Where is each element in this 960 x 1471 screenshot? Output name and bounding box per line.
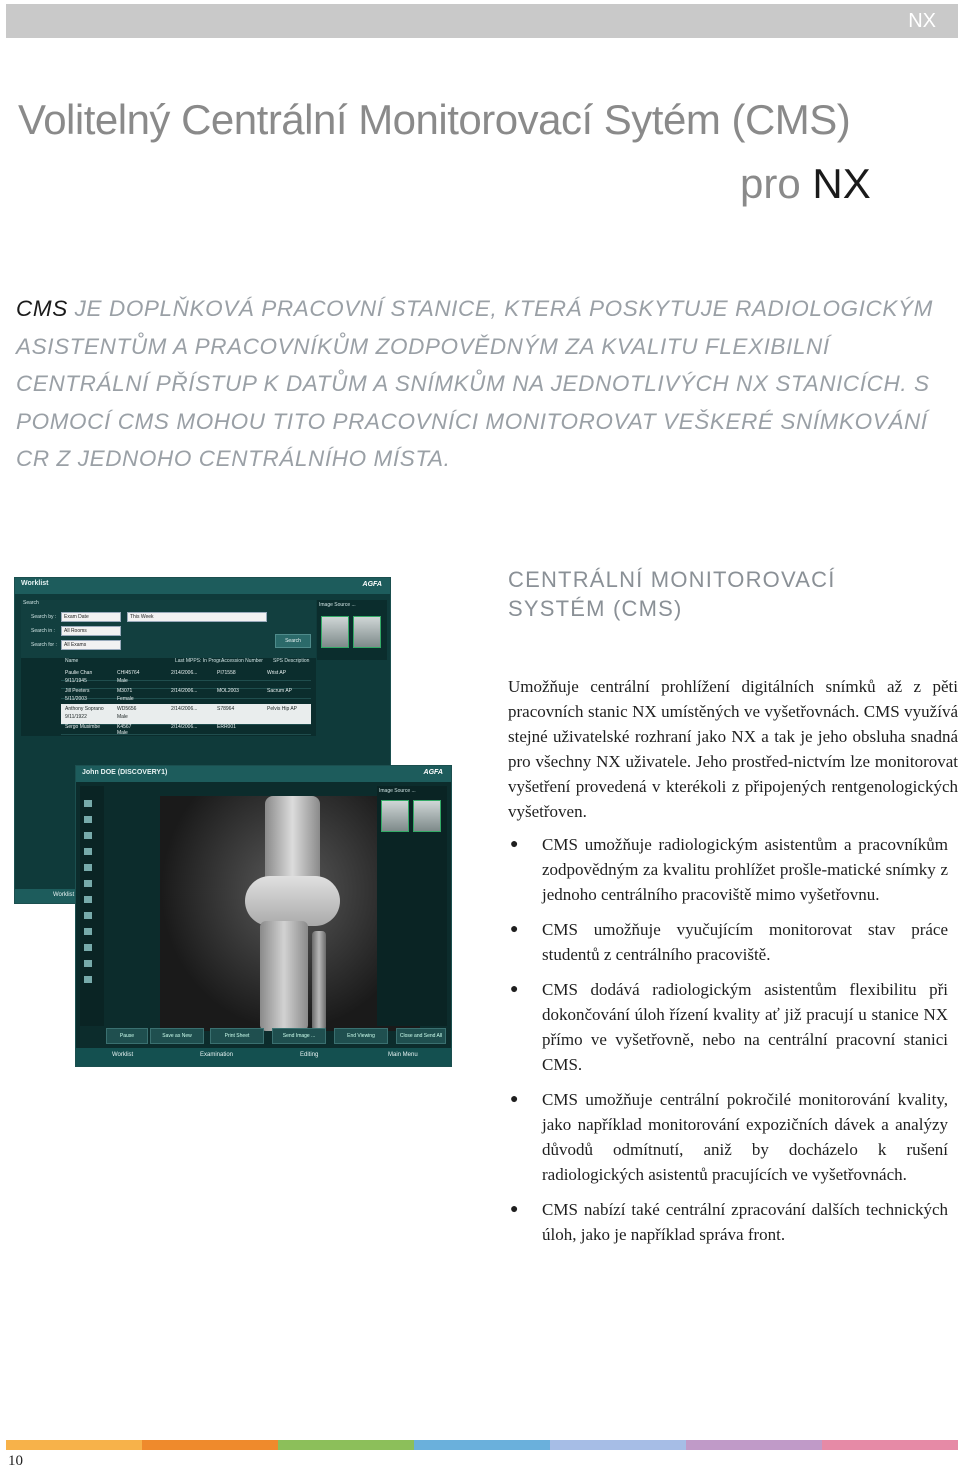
section-title: CENTRÁLNÍ MONITOROVACÍ SYSTÉM (CMS) — [508, 567, 836, 621]
tool-icon[interactable] — [84, 864, 92, 871]
search-in-label: Search in : — [31, 628, 55, 634]
viewer-header — [76, 766, 451, 782]
send-image-button[interactable]: Send Image ... — [272, 1028, 326, 1044]
bullet-icon: ● — [510, 837, 519, 852]
nav-examination[interactable]: Examination — [200, 1052, 234, 1058]
list-item: ● CMS umožňuje centrální pokročilé monitorování kvality, jako například monitorování expozičních dávek a analýzy důvodů odmítnutí, aniž by docházelo k rušení radiologických asistentů pracujících ve vyšetřovnách. — [508, 1087, 948, 1187]
worklist-header — [15, 578, 390, 594]
stripe-segment — [686, 1440, 822, 1450]
page-title: Volitelný Centrální Monitorovací Sytém (CMS) — [18, 96, 851, 143]
list-item: ● CMS umožňuje vyučujícím monitorovat stav práce studentů z centrálního pracoviště. — [508, 917, 948, 967]
search-by-label: Search by : — [31, 614, 57, 620]
table-row[interactable]: Paulie Chan CHI45764 2/14/2006... PI71558 Wrist AP — [61, 668, 311, 681]
footer-color-stripe — [6, 1440, 958, 1450]
feature-list — [508, 832, 948, 1247]
search-panel — [21, 600, 316, 660]
thumbnail[interactable] — [381, 800, 409, 832]
table-row[interactable]: 9/11/1945 Male — [61, 676, 311, 689]
col-header: Name — [65, 658, 79, 664]
worklist-title: Worklist — [21, 580, 49, 587]
tool-icon[interactable] — [84, 816, 92, 823]
col-header: Accession Number — [221, 658, 263, 664]
tool-icon[interactable] — [84, 800, 92, 807]
search-for-label: Search for : — [31, 642, 57, 648]
header-tag: NX — [908, 10, 936, 32]
thumbnail[interactable] — [413, 800, 441, 832]
close-and-send-all-button[interactable]: Close and Send All — [396, 1028, 446, 1044]
list-item: ● CMS dodává radiologickým asistentům flexibilitu při dokončování úloh řízení kvality ať již pracují u stanice NX přímo ve vyšetřovně, nebo na centrální pracovní stanici CMS. — [508, 977, 948, 1077]
table-row[interactable]: Sergo Musimbe K4567 2/14/2006... ERR001 — [61, 722, 311, 735]
image-source-panel — [377, 786, 447, 1026]
search-button[interactable]: Search — [275, 634, 311, 648]
page-number: 10 — [8, 1453, 23, 1469]
intro-paragraph — [16, 290, 946, 478]
intro-text: JE DOPLŇKOVÁ PRACOVNÍ STANICE, KTERÁ POSKYTUJE RADIOLOGICKÝM ASISTENTŮM A PRACOVNÍKŮM ZODPOVĚDNÝM ZA KVALITU FLEXIBILNÍ CENTRÁLNÍ PŘÍSTUP K DATŮM A SNÍMKŮM NA JEDNOTLIVÝCH NX STANICÍCH. S POMOCÍ CMS MOHOU TITO PRACOVNÍCI MONITOROVAT VEŠKERÉ SNÍMKOVÁNÍ CR Z JEDNOHO CENTRÁLNÍHO MÍSTA. — [16, 296, 933, 471]
knee-joint-shape — [245, 876, 340, 926]
bullet-icon: ● — [510, 1092, 519, 1107]
search-by-field[interactable]: Exam Date — [61, 612, 121, 622]
subtitle-prefix: pro — [740, 160, 813, 207]
fibula-shape — [312, 931, 326, 1031]
col-header: Last MPPS: In Progr... — [175, 658, 225, 664]
col-header: SPS Description — [273, 658, 310, 664]
stripe-segment — [278, 1440, 414, 1450]
image-source-panel — [317, 600, 387, 660]
table-row-selected[interactable]: Anthony Soprano WD5656 2/14/2006... S78964 Pelvis Hip AP — [61, 704, 311, 717]
table-row[interactable]: Jill Peeters M3071 2/14/2006... MOL2003 Sacrum AP — [61, 686, 311, 699]
tibia-shape — [260, 921, 308, 1031]
bullet-icon: ● — [510, 982, 519, 997]
tool-icon[interactable] — [84, 848, 92, 855]
tool-icon[interactable] — [84, 928, 92, 935]
tool-icon[interactable] — [84, 912, 92, 919]
period-field[interactable]: This Week — [127, 612, 267, 622]
search-for-field[interactable]: All Exams — [61, 640, 121, 650]
save-as-new-button[interactable]: Save as New — [150, 1028, 204, 1044]
search-in-field[interactable]: All Rooms — [61, 626, 121, 636]
viewer-window-illustration — [75, 765, 452, 1067]
bullet-icon: ● — [510, 922, 519, 937]
tool-icon[interactable] — [84, 960, 92, 967]
femur-shape — [265, 796, 320, 886]
nav-worklist[interactable]: Worklist — [112, 1052, 134, 1058]
image-source-label: Image Source ... — [319, 602, 356, 608]
list-item: ● CMS umožňuje radiologickým asistentům a pracovníkům zodpovědným za kvalitu prohlížet prošle-matické snímky z jednoho centrálního pracoviště mimo vyšetřovnu. — [508, 832, 948, 907]
table-row-selected[interactable]: 9/11/1922 Male — [61, 712, 311, 725]
tool-icon[interactable] — [84, 896, 92, 903]
stripe-segment — [822, 1440, 958, 1450]
action-bar — [106, 1028, 446, 1044]
tool-icon[interactable] — [84, 976, 92, 983]
tool-icon[interactable] — [84, 944, 92, 951]
print-sheet-button[interactable]: Print Sheet — [210, 1028, 264, 1044]
agfa-logo: AGFA — [423, 769, 443, 776]
section-paragraph: Umožňuje centrální prohlížení digitálních snímků až z pěti pracovních stanic NX umístěných ve vyšetřovnách. CMS využívá stejné uživatelské rozhraní jako NX a tak je jeho obsluha snadná pro všechny NX uživatele. Jeho prostřed-nictvím lze monitorovat vyšetření provedená v kterékoli z připojených rentgenologických vyšetřoven. — [508, 677, 958, 821]
stripe-segment — [550, 1440, 686, 1450]
viewer-nav-bar — [76, 1048, 451, 1066]
tool-palette — [80, 786, 104, 1026]
worklist-table — [21, 658, 316, 736]
stripe-segment — [414, 1440, 550, 1450]
pause-button[interactable]: Pause — [106, 1028, 148, 1044]
table-row[interactable]: Male — [117, 730, 128, 736]
patient-title: John DOE (DISCOVERY1) — [82, 769, 168, 776]
thumbnail[interactable] — [353, 616, 381, 648]
nav-editing[interactable]: Editing — [300, 1052, 319, 1058]
end-viewing-button[interactable]: End Viewing — [334, 1028, 388, 1044]
table-row[interactable]: 5/11/2003 Female — [61, 694, 311, 707]
top-bar — [6, 4, 958, 38]
agfa-logo: AGFA — [362, 581, 382, 588]
nav-worklist[interactable]: Worklist — [53, 892, 75, 898]
nav-main-menu[interactable]: Main Menu — [388, 1052, 418, 1058]
tool-icon[interactable] — [84, 880, 92, 887]
page-subtitle — [740, 160, 871, 208]
image-source-label: Image Source ... — [379, 788, 416, 794]
stripe-segment — [142, 1440, 278, 1450]
search-label: Search — [23, 600, 39, 606]
intro-lead: CMS — [16, 296, 68, 321]
thumbnail[interactable] — [321, 616, 349, 648]
subtitle-brand: NX — [812, 160, 871, 207]
list-item: ● CMS nabízí také centrální zpracování dalších technických úloh, jako je například správa front. — [508, 1197, 948, 1247]
tool-icon[interactable] — [84, 832, 92, 839]
stripe-segment — [6, 1440, 142, 1450]
bullet-icon: ● — [510, 1202, 519, 1217]
